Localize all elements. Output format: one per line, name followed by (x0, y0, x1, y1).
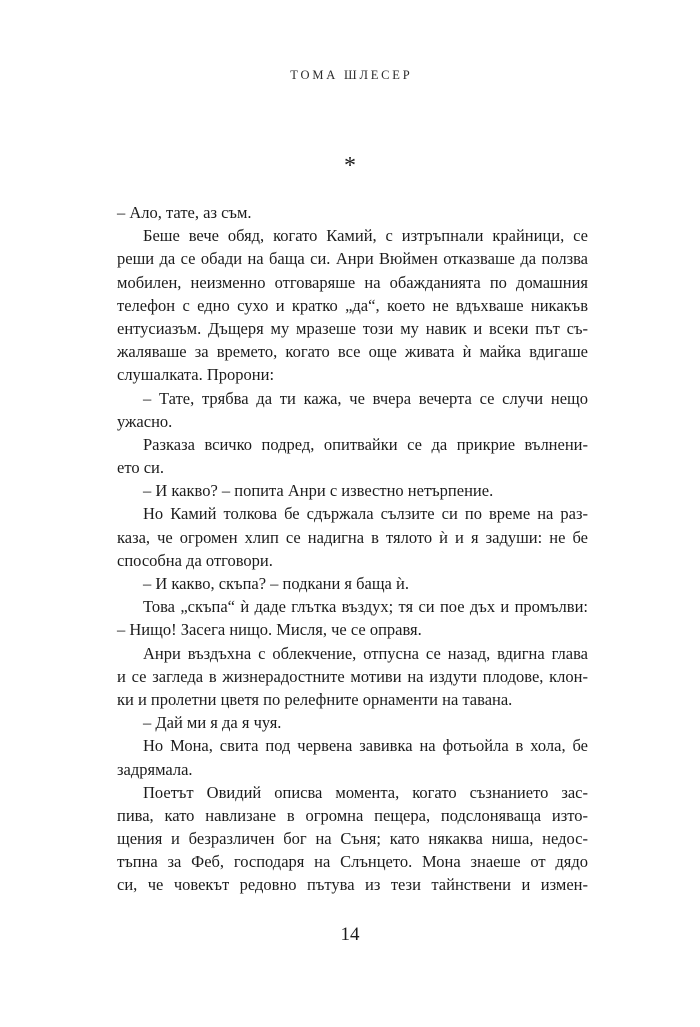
text-line: телефон с едно сухо и кратко „да“, което не вдъхваше никакъв (117, 295, 588, 315)
text-line: жаляваше за времето, когато все още живата ѝ майка вдигаше (117, 342, 588, 362)
paragraph (117, 502, 588, 572)
text-line: – Тате, трябва да ти кажа, че вчера вечерта се случи нещо (143, 388, 588, 408)
text-line: Анри въздъхна с облекчение, отпусна се назад, вдигна глава (143, 643, 588, 663)
text-line: ентусиазъм. Дъщеря му мразеше този му навик и всеки път съ- (117, 318, 588, 338)
text-line: си, че човекът редовно пътува из тези тайнствени и измен- (117, 875, 588, 895)
text-line: Поетът Овидий описва момента, когато съзнанието зас- (143, 782, 588, 802)
paragraph (117, 781, 588, 897)
text-line: реши да се обади на баща си. Анри Вюймен отказваше да ползва (117, 249, 588, 269)
text-line: – Дай ми я да я чуя. (143, 713, 282, 733)
text-line: пива, като навлизане в огромна пещера, подслоняваща изто- (117, 805, 588, 825)
paragraph (117, 479, 588, 502)
text-line: щения и безразличен бог на Съня; като някаква ниша, недос- (117, 829, 588, 849)
text-line: Но Мона, свита под червена завивка на фотьойла в хола, бе (143, 736, 588, 756)
text-line: – И какво, скъпа? – подкани я баща ѝ. (143, 574, 409, 593)
paragraph (117, 572, 588, 595)
text-line: способна да отговори. (117, 550, 273, 570)
paragraph (117, 595, 588, 618)
paragraph (117, 642, 588, 712)
text-line: ужасно. (117, 411, 173, 431)
text-line: Беше вече обяд, когато Камий, с изтръпнали крайници, се (143, 226, 588, 246)
text-line: Но Камий толкова бе сдържала сълзите си по време на раз- (143, 504, 588, 524)
paragraph (117, 618, 588, 641)
text-line: ето си. (117, 458, 164, 478)
text-line: тъпна за Феб, господаря на Слънцето. Мона знаеше от дядо (117, 852, 588, 872)
text-line: каза, че огромен хлип се надигна в тялото ѝ и я задуши: не бе (117, 527, 588, 547)
text-line: Разказа всичко подред, опитвайки се да прикрие вълнени- (143, 434, 588, 454)
paragraph (117, 433, 588, 479)
running-header: ТОМА ШЛЕСЕР (290, 68, 413, 82)
body-text (117, 201, 588, 897)
paragraph (117, 224, 588, 386)
paragraph (117, 387, 588, 433)
text-line: – И какво? – попита Анри с известно нетърпение. (143, 481, 494, 501)
text-line: мобилен, неизменно отговаряше на обажданията по домашния (117, 272, 588, 292)
text-line: – Нищо! Засега нищо. Мисля, че се оправя. (117, 620, 422, 640)
page-number: 14 (340, 924, 360, 945)
paragraph (117, 201, 588, 224)
section-break: * (344, 153, 356, 179)
paragraph (117, 711, 588, 734)
text-line: ки и пролетни цветя по релефните орнаменти на тавана. (117, 689, 513, 709)
text-line: задрямала. (117, 759, 193, 779)
text-line: Това „скъпа“ ѝ даде глътка въздух; тя си пое дъх и промълви: (143, 597, 588, 617)
text-line: слушалката. Пророни: (117, 365, 275, 385)
text-line: и се загледа в жизнерадостните мотиви на издути плодове, клон- (117, 666, 588, 686)
paragraph (117, 734, 588, 780)
text-line: – Ало, тате, аз съм. (117, 203, 252, 222)
